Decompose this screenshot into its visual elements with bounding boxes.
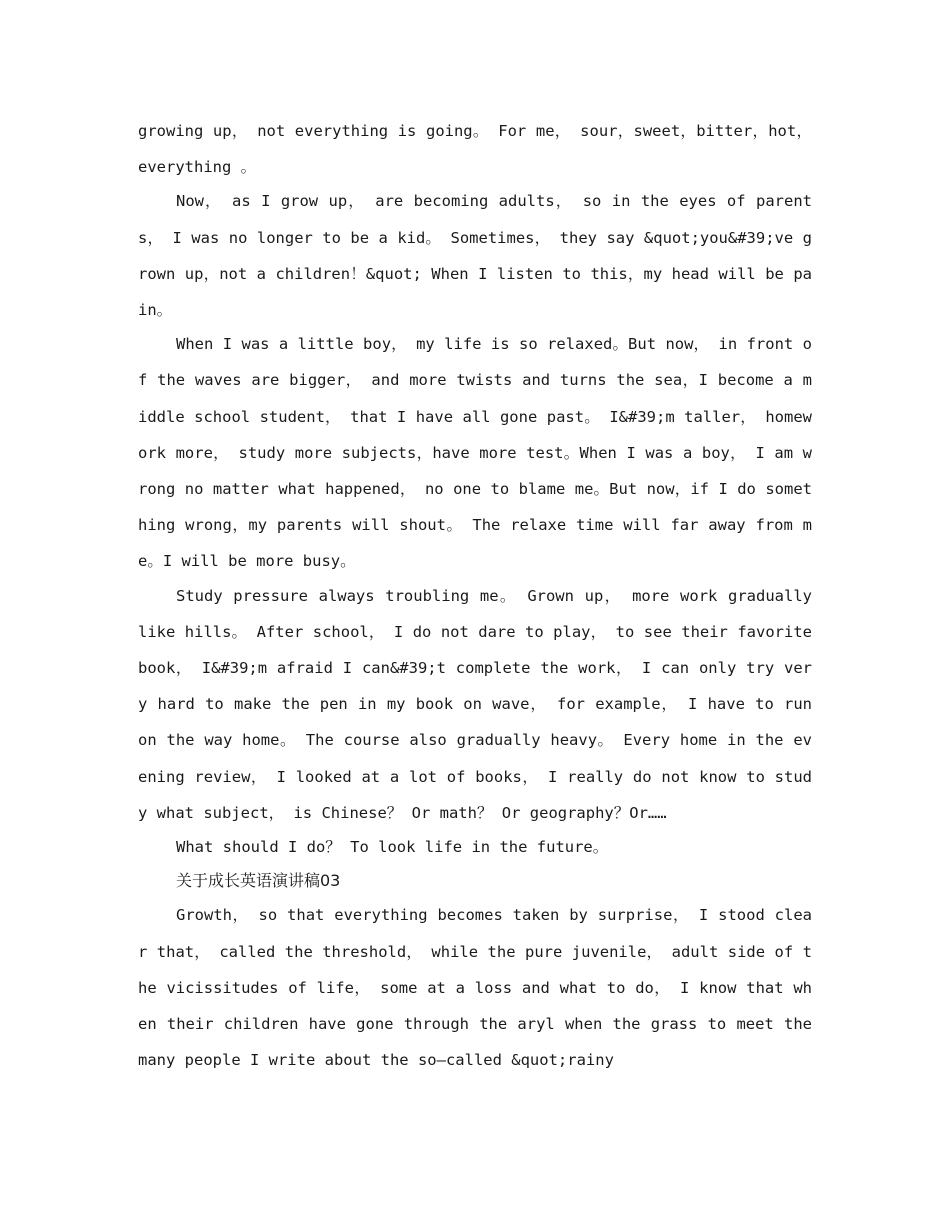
paragraph-growth: Growth， so that everything becomes taken by surprise， I stood clear that， called the threshold， while the pure juvenile， adult side of the vicissitudes of life， some at a loss and what to do， I know that when their children have gone through the aryl when the grass to meet the many people I write about the so—called &quot;rainy <box>138 906 812 1070</box>
paragraph-study-pressure: Study pressure always troubling me。 Grown up， more work gradually like hills。 After school， I do not dare to play， to see their favorite book， I&#39;m afraid I can&#39;t complete the work， I can only try very hard to make the pen in my book on wave， for example， I have to run on the way home。 The course also gradually heavy。 Every home in the evening review， I looked at a lot of books， I really do not know to study what subject， is Chinese？ Or math？ Or geography？Or…… <box>138 586 812 822</box>
paragraph-what-should-i-do: What should I do？ To look life in the future。 <box>176 838 609 857</box>
document-body <box>138 113 812 1076</box>
paragraph-little-boy: When I was a little boy， my life is so relaxed。But now， in front of the waves are bigger， and more twists and turns the sea，I become a middle school student， that I have all gone past。 I&#39;m taller， homework more， study more subjects，have more test。When I was a boy， I am wrong no matter what happened， no one to blame me。But now，if I do something wrong，my parents will shout。 The relaxe time will far away from me。I will be more busy。 <box>138 335 812 571</box>
paragraph-now-grow-up: Now， as I grow up， are becoming adults， so in the eyes of parents， I was no longer to be a kid。 Sometimes， they say &quot;you&#39;ve grown up，not a children！&quot; When I listen to this，my head will be pain。 <box>138 192 812 320</box>
section-heading: 关于成长英语演讲稿03 <box>176 871 341 891</box>
paragraph-continuation: growing up， not everything is going。 For me， sour，sweet，bitter，hot，everything 。 <box>138 122 812 177</box>
